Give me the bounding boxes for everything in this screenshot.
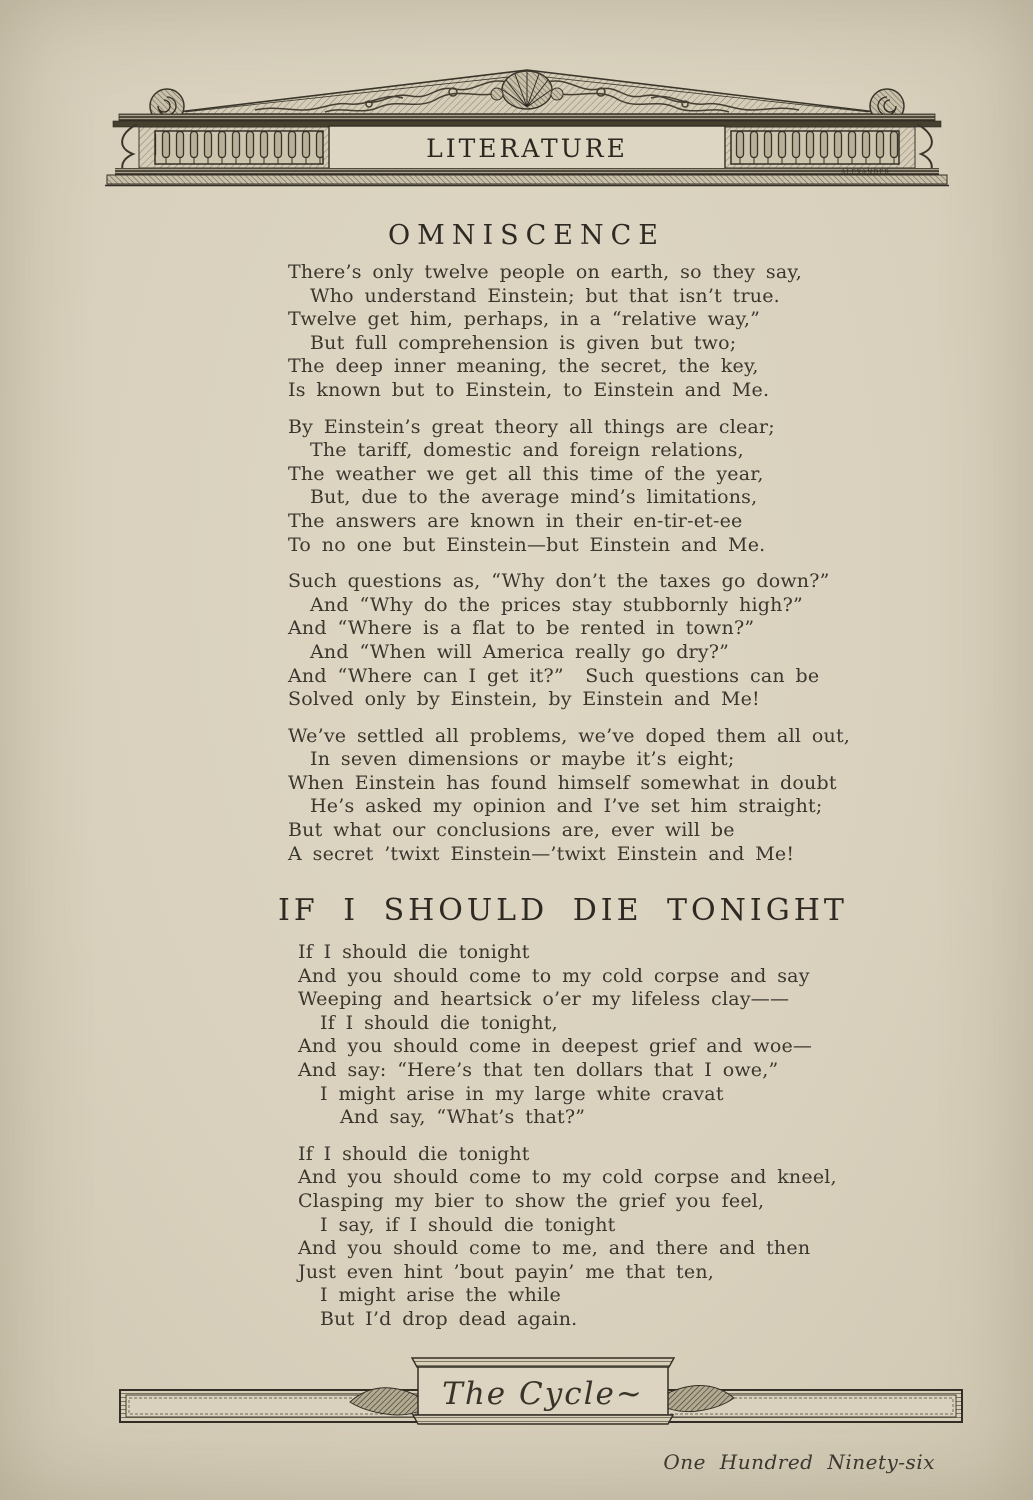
stanza	[288, 416, 793, 558]
poem-line: I say, if I should die tonight	[320, 1213, 616, 1236]
poem-line: If I should die tonight,	[320, 1011, 558, 1034]
poem	[278, 893, 848, 1345]
poem-line: The tariff, domestic and foreign relations,	[310, 439, 744, 462]
poem-line: But full comprehension is given but two;	[310, 331, 737, 354]
poem-line: By Einstein’s great theory all things are clear;	[288, 415, 775, 438]
poem-line: And “Where can I get it?” Such questions can be	[288, 664, 820, 687]
poem-line: But what our conclusions are, ever will be	[288, 819, 735, 842]
poem-line: We’ve settled all problems, we’ve doped them all out,	[288, 724, 851, 747]
poem	[288, 220, 851, 879]
poem-line: If I should die tonight	[298, 1142, 530, 1165]
poem-line: And you should come to my cold corpse and kneel,	[298, 1166, 837, 1189]
poem-line: He’s asked my opinion and I’ve set him straight;	[310, 795, 823, 818]
poem-line: Weeping and heartsick o’er my lifeless clay——	[298, 988, 790, 1011]
poem-title: OMNISCENCE	[388, 220, 665, 251]
poem-line: And say: “Here’s that ten dollars that I owe,”	[298, 1058, 779, 1081]
poem-line: Who understand Einstein; but that isn’t true.	[310, 284, 780, 307]
publication-title: The Cycle~	[442, 1376, 644, 1412]
cycle-footer-banner	[112, 1356, 972, 1430]
poem-line: Clasping my bier to show the grief you feel,	[298, 1189, 765, 1212]
poem-line: Is known but to Einstein, to Einstein and Me.	[288, 378, 770, 401]
poem-title: IF I SHOULD DIE TONIGHT	[278, 893, 848, 928]
stanza	[288, 724, 851, 867]
poem-line: And say, “What’s that?”	[340, 1106, 586, 1129]
poem-line: In seven dimensions or maybe it’s eight;	[310, 748, 735, 771]
poem-line: A secret ’twixt Einstein—’twixt Einstein and Me!	[288, 842, 795, 865]
page-number: One Hundred Ninety-six	[663, 1450, 935, 1474]
poem-line: The answers are known in their en-tir-et-ee	[288, 509, 743, 532]
poem-line: And “Where is a flat to be rented in town?”	[288, 617, 755, 640]
section-title: LITERATURE	[426, 134, 628, 163]
poem-line: The weather we get all this time of the year,	[288, 462, 764, 485]
poem-line: If I should die tonight	[298, 941, 530, 963]
poem-line: Just even hint ’bout payin’ me that ten,	[298, 1260, 715, 1283]
engraver-signature: ALEXANDER	[841, 169, 891, 176]
poem-line: And “Why do the prices stay stubbornly high?”	[310, 593, 803, 616]
stanza	[288, 261, 803, 403]
poem-line: And you should come to my cold corpse and say	[298, 964, 810, 987]
poem-line: I might arise in my large white cravat	[320, 1082, 724, 1105]
poem-line: And you should come in deepest grief and woe—	[298, 1035, 813, 1058]
poem-line: I might arise the while	[320, 1284, 561, 1307]
stanza	[298, 1142, 837, 1332]
poem-line: The deep inner meaning, the secret, the key,	[288, 355, 759, 378]
poem-line: But, due to the average mind’s limitations,	[310, 486, 758, 509]
poem-line: When Einstein has found himself somewhat in doubt	[288, 771, 837, 794]
stanza	[298, 941, 818, 1130]
poem-line: There’s only twelve people on earth, so they say,	[288, 261, 803, 283]
poem-line: And you should come to me, and there and then	[298, 1237, 811, 1260]
poem-line: Solved only by Einstein, by Einstein and Me!	[288, 688, 760, 711]
poem-line: Such questions as, “Why don’t the taxes go down?”	[288, 570, 830, 593]
cycle-cartouche	[412, 1358, 674, 1424]
stanza	[288, 570, 830, 712]
poem-line: To no one but Einstein—but Einstein and Me.	[288, 533, 766, 556]
poem-line: Twelve get him, perhaps, in a “relative way,”	[288, 308, 761, 331]
poem-line: And “When will America really go dry?”	[310, 640, 730, 663]
poem-line: But I’d drop dead again.	[320, 1307, 578, 1330]
